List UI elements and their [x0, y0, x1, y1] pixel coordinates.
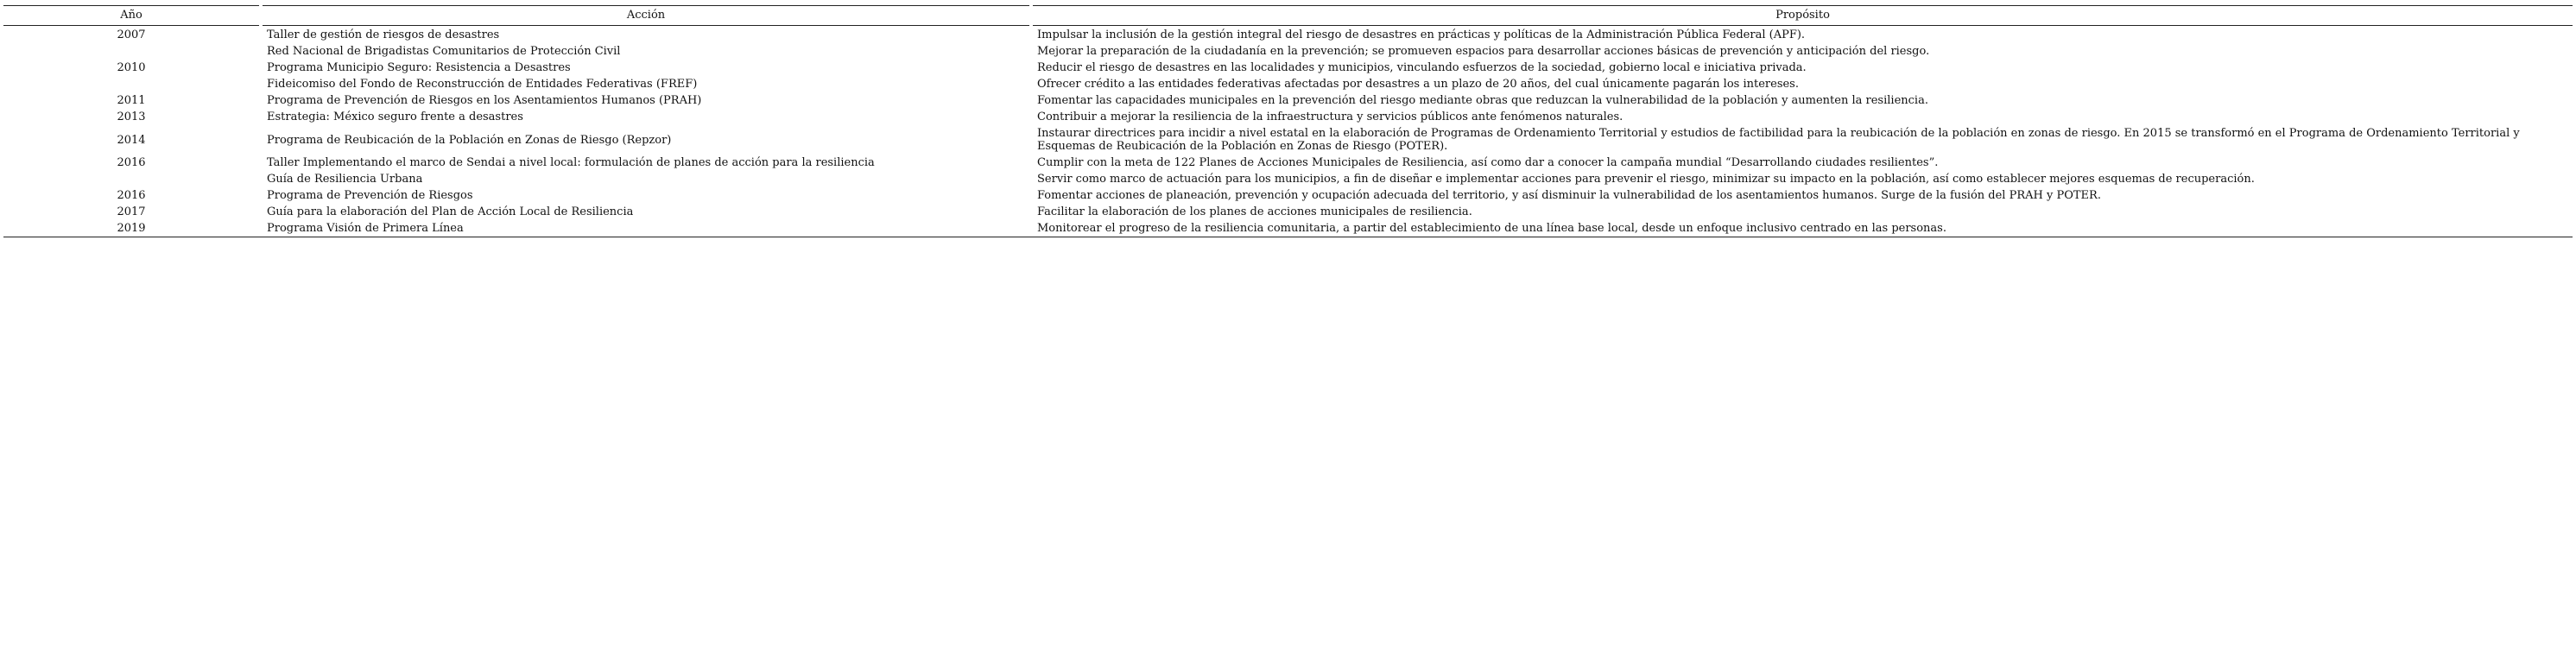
row-action: Programa de Prevención de Riesgos [267, 189, 473, 202]
table-row [3, 187, 2573, 204]
row-purpose: Fomentar las capacidades municipales en la prevención del riesgo mediante obras que reduzcan la vulnerabilidad de la población y aumenten la resiliencia. [1037, 94, 1928, 107]
row-action: Programa Municipio Seguro: Resistencia a Desastres [267, 61, 571, 74]
row-action: Guía de Resiliencia Urbana [267, 173, 423, 186]
table-header [3, 5, 2573, 26]
row-purpose: Instaurar directrices para incidir a nivel estatal en la elaboración de Programas de Ordenamiento Territorial y estudios de factibilidad para la reubicación de la población en zonas de riesgo. En 2015 se transformó en el Programa de Ordenamiento Territorial y Esquemas de Reubicación de la Población en Zonas de Riesgo (POTER). [1037, 127, 2520, 153]
row-year: 2011 [117, 94, 146, 107]
table-row [3, 92, 2573, 109]
row-purpose: Reducir el riesgo de desastres en las localidades y municipios, vinculando esfuerzos de la sociedad, gobierno local e iniciativa privada. [1037, 61, 1807, 74]
table-row [3, 43, 2573, 60]
row-purpose: Impulsar la inclusión de la gestión integral del riesgo de desastres en prácticas y políticas de la Administración Pública Federal (APF). [1037, 28, 1806, 41]
row-action: Programa de Reubicación de la Población en Zonas de Riesgo (Repzor) [267, 133, 672, 147]
row-action: Taller de gestión de riesgos de desastres [267, 28, 500, 41]
row-year: 2013 [117, 111, 146, 123]
row-year: 2019 [3, 220, 259, 237]
row-year: 2016 [117, 156, 146, 169]
row-purpose: Servir como marco de actuación para los municipios, a fin de diseñar e implementar acciones para prevenir el riesgo, minimizar su impacto en la población, así como establecer mejores esquemas de recuperación. [1037, 173, 2255, 186]
row-purpose: Monitorear el progreso de la resiliencia comunitaria, a partir del establecimiento de una línea base local, desde un enfoque inclusivo centrado en las personas. [1033, 220, 2573, 237]
row-year: 2017 [117, 205, 146, 218]
row-year: 2007 [117, 28, 146, 41]
table-row [3, 220, 2573, 237]
table-row [3, 26, 2573, 43]
row-year: 2010 [117, 61, 146, 74]
row-action: Red Nacional de Brigadistas Comunitarios de Protección Civil [267, 45, 621, 58]
row-purpose: Contribuir a mejorar la resiliencia de la infraestructura y servicios públicos ante fenómenos naturales. [1037, 111, 1623, 123]
row-action: Taller Implementando el marco de Sendai a nivel local: formulación de planes de acción para la resiliencia [267, 156, 875, 169]
row-action: Fideicomiso del Fondo de Reconstrucción de Entidades Federativas (FREF) [267, 78, 698, 91]
row-purpose: Mejorar la preparación de la ciudadanía en la prevención; se promueven espacios para desarrollar acciones básicas de prevención y anticipación del riesgo. [1037, 45, 1930, 58]
row-action: Guía para la elaboración del Plan de Acción Local de Resiliencia [267, 205, 634, 218]
header-action: Acción [263, 5, 1029, 26]
row-year [3, 76, 259, 92]
row-year: 2014 [117, 133, 146, 147]
header-purpose: Propósito [1033, 5, 2573, 26]
row-year [3, 43, 259, 60]
row-action: Programa Visión de Primera Línea [263, 220, 1029, 237]
row-purpose: Ofrecer crédito a las entidades federativas afectadas por desastres a un plazo de 20 años, del cual únicamente pagarán los intereses. [1037, 78, 1799, 91]
table-row [3, 60, 2573, 76]
row-purpose: Fomentar acciones de planeación, prevención y ocupación adecuada del territorio, y así disminuir la vulnerabilidad de los asentamientos humanos. Surge de la fusión del PRAH y POTER. [1037, 189, 2101, 202]
table-body [3, 26, 2573, 237]
row-year [3, 171, 259, 187]
resilience-actions-table [3, 5, 2573, 237]
resilience-actions-table-container [3, 5, 2573, 237]
row-action: Estrategia: México seguro frente a desastres [267, 111, 523, 123]
row-purpose: Facilitar la elaboración de los planes de acciones municipales de resiliencia. [1037, 205, 1472, 218]
table-row [3, 171, 2573, 187]
table-row [3, 204, 2573, 220]
table-row [3, 109, 2573, 125]
row-action: Programa de Prevención de Riesgos en los Asentamientos Humanos (PRAH) [267, 94, 702, 107]
row-purpose: Cumplir con la meta de 122 Planes de Acciones Municipales de Resiliencia, así como dar a conocer la campaña mundial “Desarrollando ciudades resilientes”. [1037, 156, 1939, 169]
row-year: 2016 [117, 189, 146, 202]
table-row [3, 155, 2573, 171]
table-row [3, 76, 2573, 92]
header-row [3, 5, 2573, 26]
table-row [3, 125, 2573, 155]
header-year: Año [3, 5, 259, 26]
